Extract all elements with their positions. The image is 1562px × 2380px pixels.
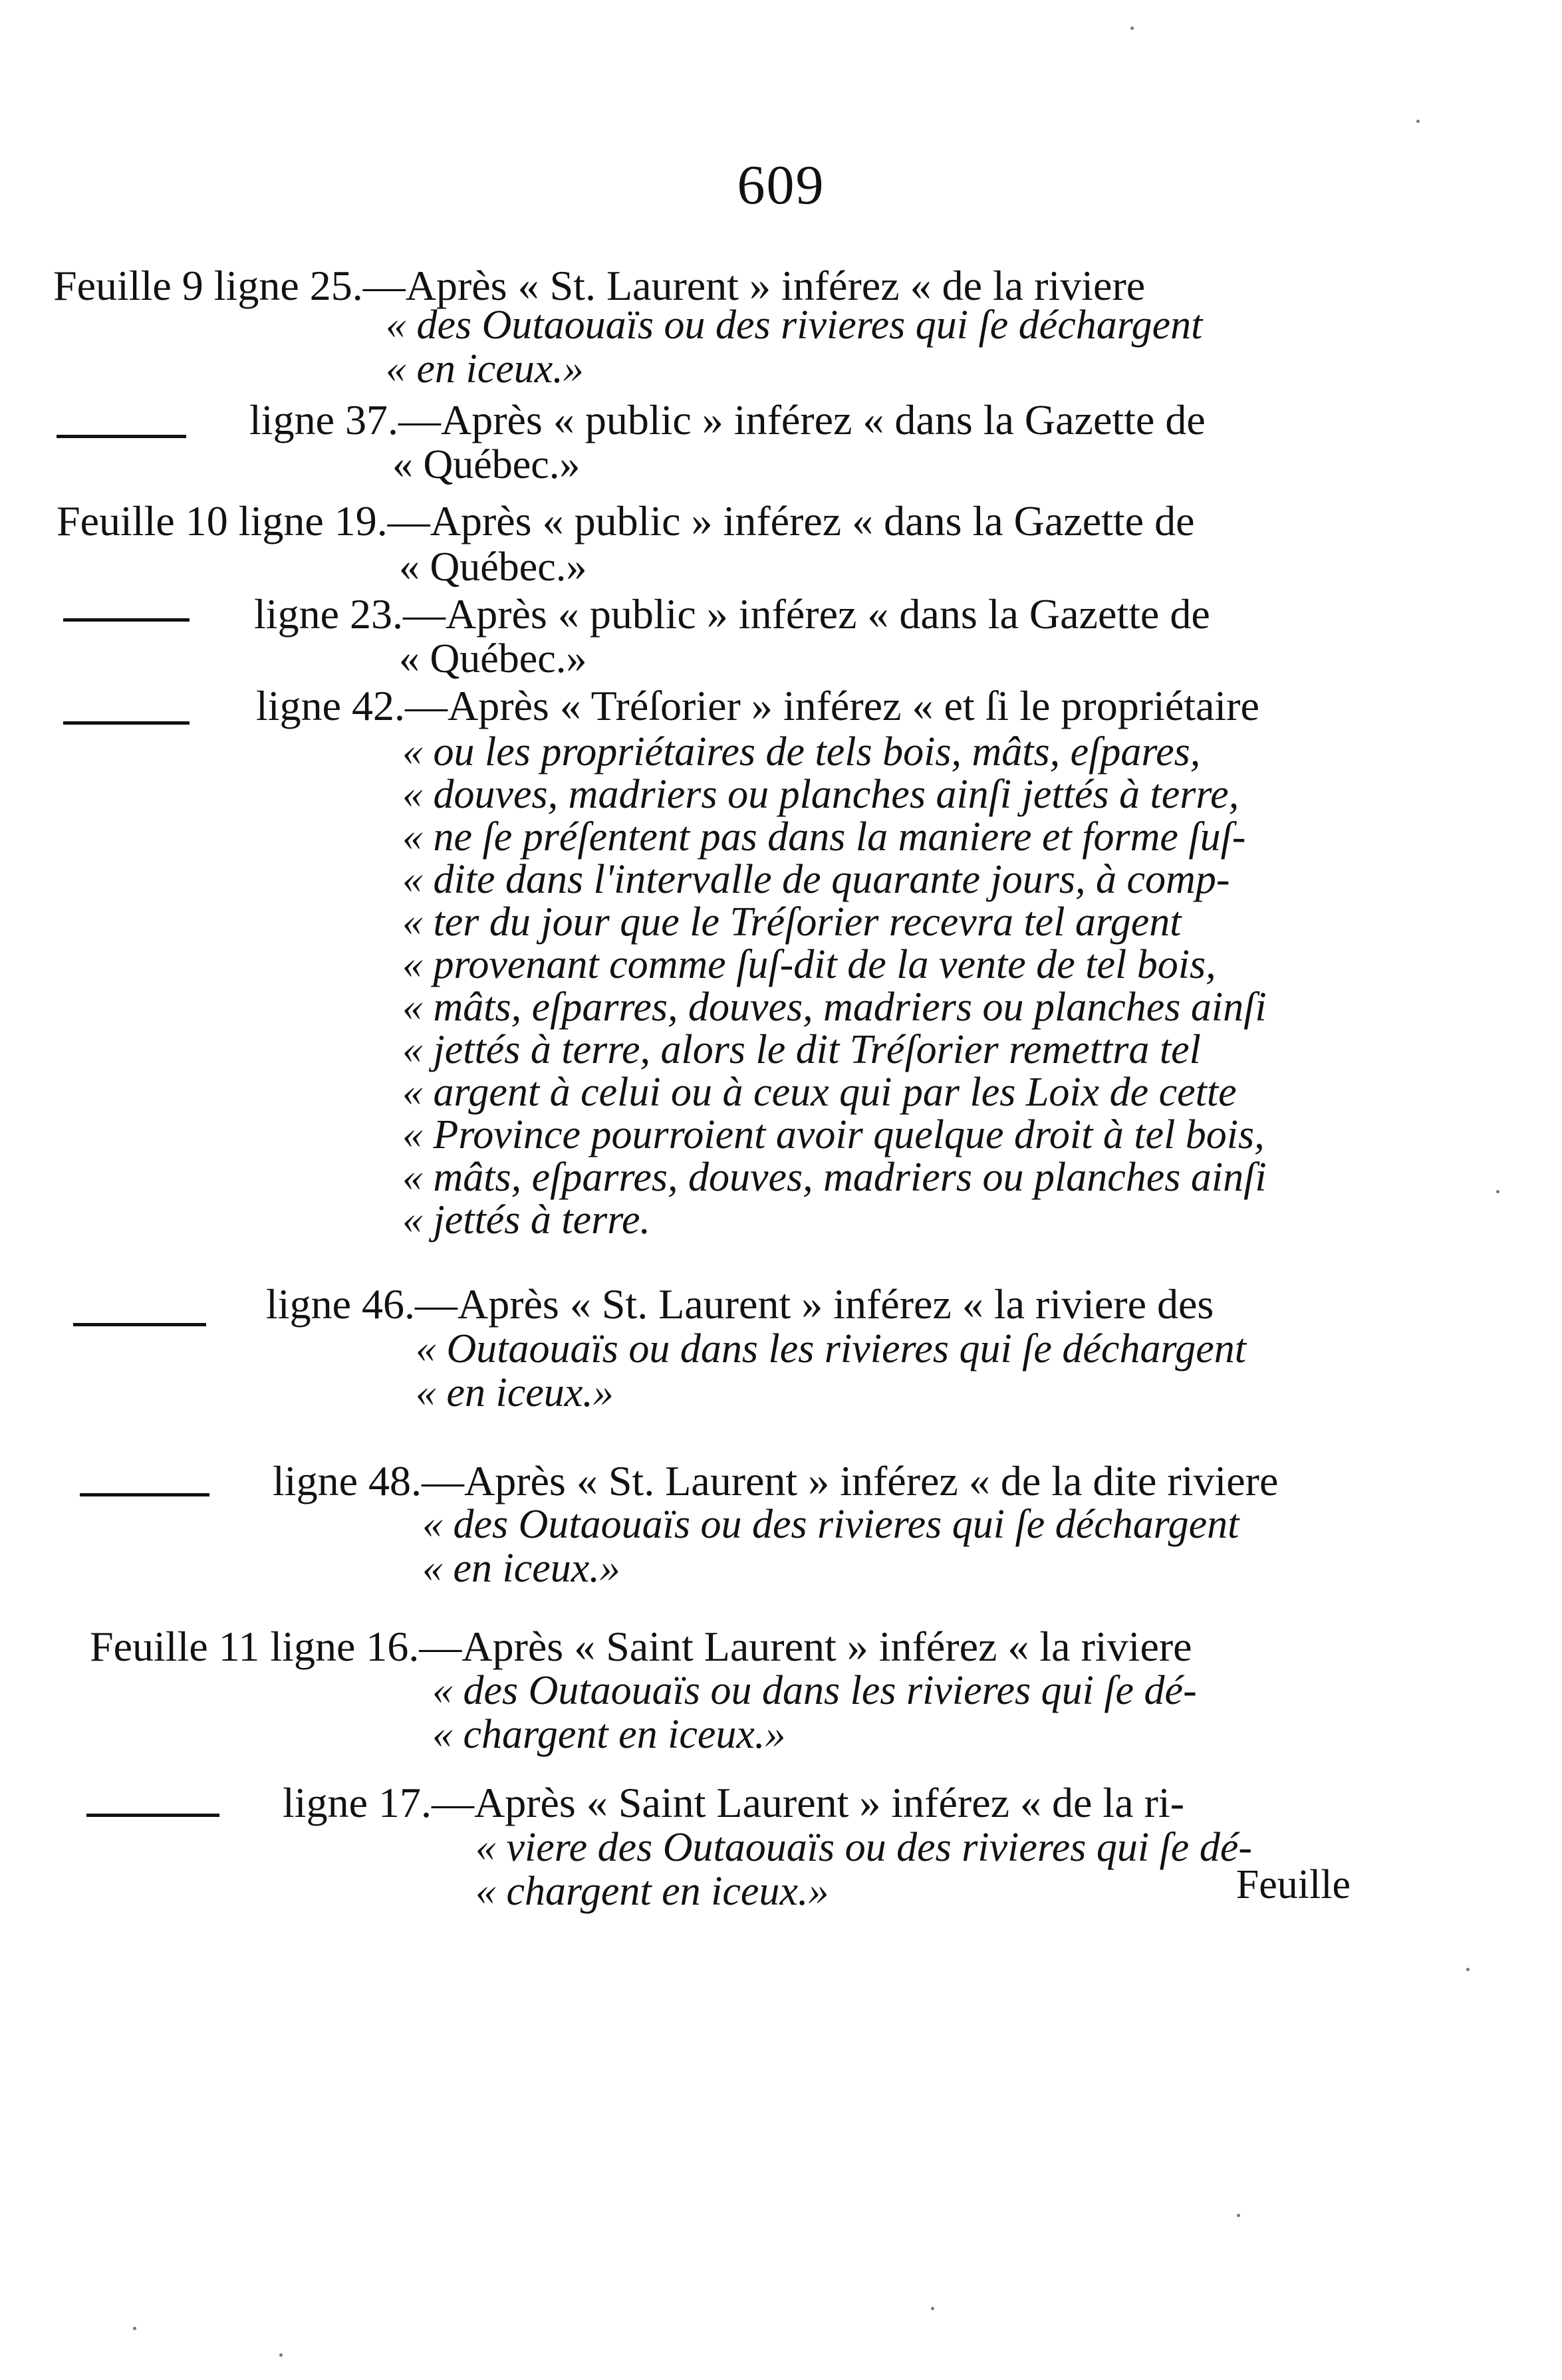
entry-line: « jettés à terre, alors le dit Tréſorier remettra tel — [402, 1027, 1201, 1072]
entry-line: « Québec.» — [399, 544, 587, 590]
entry-line: « des Outaouaïs ou des rivieres qui ſe déchargent — [386, 302, 1203, 348]
entry-line: « ter du jour que le Tréſorier recevra tel argent — [402, 899, 1182, 945]
entry-line: « viere des Outaouaïs ou des rivieres qui ſe dé- — [475, 1825, 1252, 1870]
ditto-dash — [63, 618, 190, 622]
entry-line: « des Outaouaïs ou dans les rivieres qui ſe dé- — [432, 1668, 1197, 1713]
catchword: Feuille — [1236, 1862, 1351, 1907]
entry-line: « mâts, eſparres, douves, madriers ou planches ainſi — [402, 985, 1267, 1030]
entry-line: ligne 48.—Après « St. Laurent » inférez « de la dite riviere — [273, 1457, 1279, 1504]
entry-line: Feuille 9 ligne 25.—Après « St. Laurent » inférez « de la riviere — [53, 262, 1146, 309]
entry-line: ligne 17.—Après « Saint Laurent » inférez « de la ri- — [283, 1779, 1184, 1826]
entry-line: « en iceux.» — [416, 1370, 614, 1415]
entry-line: « ne ſe préſentent pas dans la maniere et forme ſuſ- — [402, 814, 1246, 860]
entry-line: ligne 46.—Après « St. Laurent » inférez « la riviere des — [266, 1280, 1214, 1328]
entry-line: « argent à celui ou à ceux qui par les Loix de cette — [402, 1070, 1237, 1115]
entry-line: ligne 42.—Après « Tréſorier » inférez « et ſi le propriétaire — [256, 682, 1259, 729]
paper-speck — [1416, 120, 1420, 123]
entry-line: « en iceux.» — [386, 346, 584, 392]
ditto-dash — [63, 721, 190, 725]
paper-speck — [279, 2353, 283, 2357]
paper-speck — [1130, 27, 1134, 30]
entry-line: « jettés à terre. — [402, 1197, 651, 1243]
entry-line: « Province pourroient avoir quelque droit à tel bois, — [402, 1112, 1265, 1157]
entry-line: « mâts, eſparres, douves, madriers ou planches ainſi — [402, 1155, 1267, 1200]
entry-line: « chargent en iceux.» — [432, 1712, 786, 1757]
entry-line: « Québec.» — [399, 636, 587, 681]
entry-line: « provenant comme ſuſ-dit de la vente de tel bois, — [402, 942, 1216, 987]
entry-line: Feuille 11 ligne 16.—Après « Saint Laurent » inférez « la riviere — [90, 1623, 1192, 1670]
entry-line: ligne 23.—Après « public » inférez « dans la Gazette de — [254, 590, 1210, 638]
ditto-dash — [80, 1493, 209, 1496]
entry-line: « dite dans l'intervalle de quarante jours, à comp- — [402, 857, 1230, 902]
entry-line: « ou les propriétaires de tels bois, mâts, eſpares, — [402, 729, 1201, 774]
paper-speck — [1496, 1190, 1499, 1193]
page-number: 609 — [737, 154, 825, 216]
entry-line: ligne 37.—Après « public » inférez « dans la Gazette de — [249, 396, 1206, 443]
ditto-dash — [73, 1323, 206, 1326]
paper-speck — [931, 2307, 934, 2310]
ditto-dash — [86, 1814, 219, 1817]
entry-line: « Québec.» — [392, 442, 581, 487]
entry-line: « douves, madriers ou planches ainſi jettés à terre, — [402, 772, 1239, 817]
paper-speck — [1237, 2214, 1240, 2217]
entry-line: Feuille 10 ligne 19.—Après « public » inférez « dans la Gazette de — [57, 497, 1195, 544]
entry-line: « des Outaouaïs ou des rivieres qui ſe déchargent — [422, 1502, 1239, 1547]
entry-line: « chargent en iceux.» — [475, 1869, 829, 1914]
entry-line: « en iceux.» — [422, 1546, 620, 1591]
paper-speck — [1466, 1968, 1470, 1971]
ditto-dash — [57, 435, 186, 438]
entry-line: « Outaouaïs ou dans les rivieres qui ſe déchargent — [416, 1326, 1247, 1371]
paper-speck — [133, 2327, 136, 2330]
